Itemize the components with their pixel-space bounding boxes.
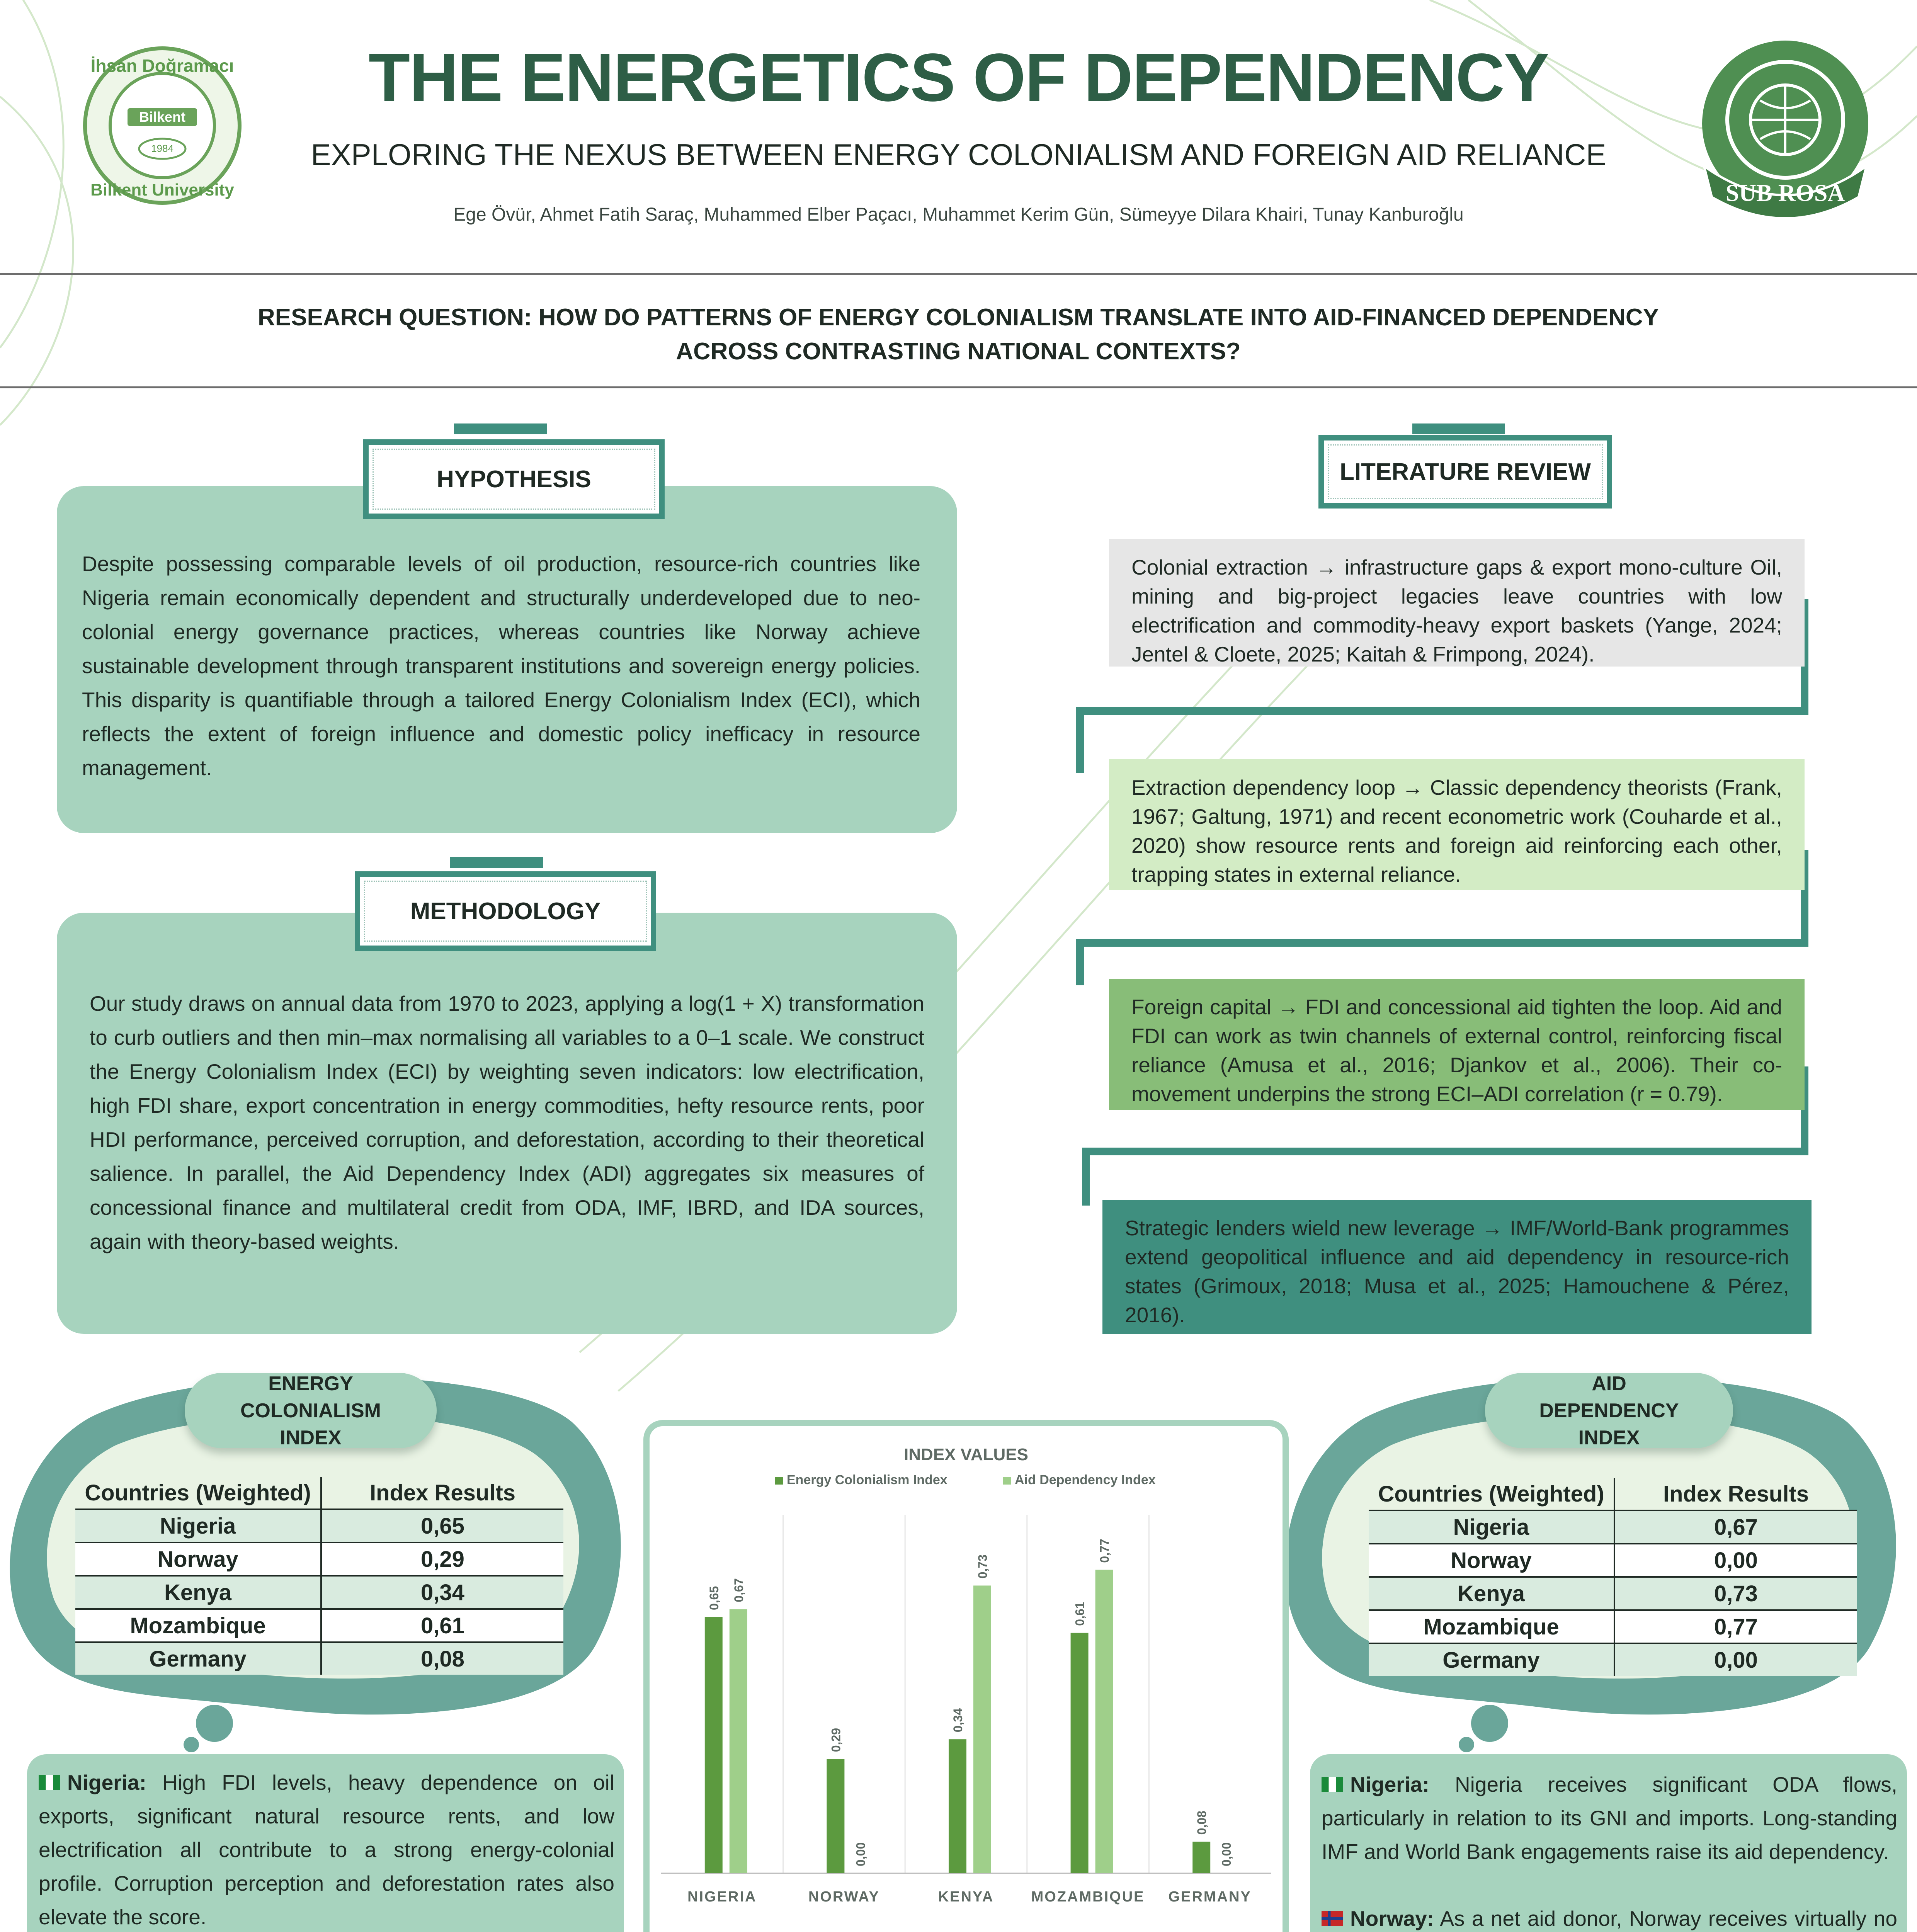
adi-value: 0,00 [1614, 1544, 1857, 1577]
research-divider [0, 386, 1917, 388]
data-label: 0,00 [1220, 1842, 1234, 1866]
bar [730, 1609, 747, 1873]
eci-value: 0,34 [321, 1576, 563, 1609]
adi-country-norway [1322, 1902, 1897, 1932]
eci-country: Nigeria [75, 1509, 321, 1543]
table-row [1369, 1544, 1857, 1577]
category-label: NIGERIA [687, 1889, 757, 1905]
methodology-label: METHODOLOGY [410, 898, 601, 925]
literature-item-4 [1102, 1200, 1812, 1334]
literature-item-4-text: Strategic lenders wield new leverage → IMF/World-Bank programmes extend geopolitical influence and aid dependency in resource-rich states (Grimoux, 2018; Musa et al., 2025; Hamouchene & Pérez, 2016). [1125, 1216, 1789, 1327]
data-label: 0,00 [854, 1842, 868, 1866]
category-label: MOZAMBIQUE [1031, 1889, 1145, 1905]
adi-country: Nigeria [1369, 1510, 1614, 1544]
chart-title: INDEX VALUES [904, 1445, 1028, 1464]
eci-country: Norway [75, 1543, 321, 1576]
page-title: THE ENERGETICS OF DEPENDENCY [368, 40, 1549, 116]
eci-table-label-text: ENERGY COLONIALISM INDEX [240, 1372, 381, 1449]
bar [1192, 1842, 1210, 1873]
eci-value: 0,61 [321, 1609, 563, 1642]
logo-sub-rosa-text: SUB ROSA [1725, 180, 1845, 206]
legend-swatch [1003, 1477, 1011, 1485]
country-text: As a net aid donor, Norway receives virtually no [1440, 1906, 1897, 1930]
adi-value: 0,73 [1614, 1577, 1857, 1610]
eci-value: 0,08 [321, 1642, 563, 1675]
data-label: 0,61 [1073, 1602, 1087, 1626]
hypothesis-label: HYPOTHESIS [437, 466, 591, 493]
nigeria-flag-icon [39, 1775, 60, 1790]
literature-item-2 [1109, 759, 1805, 890]
bar [973, 1585, 991, 1873]
adi-country-list [1322, 1768, 1897, 1932]
adi-country-nigeria [1322, 1768, 1897, 1869]
eci-table-header [75, 1477, 563, 1509]
adi-country: Norway [1369, 1544, 1614, 1577]
literature-item-3-text: Foreign capital → FDI and concessional aid tighten the loop. Aid and FDI can work as twin channels of external control, reinforcing fiscal reliance (Amusa et al., 2016; Djankov et al., 2006). Their co-movement underpins the strong ECI–ADI correlation (r = 0.79). [1131, 995, 1782, 1106]
literature-item-1 [1109, 539, 1805, 667]
methodology-tag-cap [450, 857, 543, 868]
literature-tag [1318, 435, 1612, 509]
data-label: 0,67 [731, 1578, 746, 1602]
logo-year: 1984 [151, 143, 173, 154]
literature-item-1-text: Colonial extraction → infrastructure gaps & export mono-culture Oil, mining and big-project legacies leave countries with low electrification and commodity-heavy export baskets (Yange, 2024; Jentel & Cloete, 2025; Kaitah & Frimpong, 2024). [1131, 555, 1782, 666]
country-text: Nigeria receives significant ODA flows, particularly in relation to its GNI and imports. Long-standing IMF and World Bank engagements raise its aid dependency. [1322, 1772, 1897, 1864]
adi-country-panel [1310, 1754, 1907, 1932]
data-label: 0,65 [707, 1586, 721, 1610]
adi-value: 0,77 [1614, 1610, 1857, 1643]
bar [1095, 1570, 1113, 1873]
legend-label: Aid Dependency Index [1015, 1473, 1156, 1487]
table-row [1369, 1643, 1857, 1676]
adi-country: Mozambique [1369, 1610, 1614, 1643]
data-label: 0,34 [951, 1708, 965, 1733]
nigeria-flag-icon [1322, 1777, 1343, 1792]
eci-country: Germany [75, 1642, 321, 1675]
table-row [75, 1576, 563, 1609]
literature-item-2-text: Extraction dependency loop → Classic dependency theorists (Frank, 1967; Galtung, 1971) and recent econometric work (Couharde et al., 2020) show resource rents and foreign aid reinforcing each other, trapping states in external reliance. [1131, 776, 1782, 886]
bar [827, 1759, 844, 1873]
category-label: GERMANY [1168, 1889, 1252, 1905]
data-label: 0,77 [1097, 1539, 1112, 1563]
bar [705, 1617, 723, 1873]
adi-table-label [1485, 1373, 1733, 1448]
index-values-chart [650, 1426, 1283, 1932]
methodology-tag [355, 871, 656, 951]
legend-label: Energy Colonialism Index [787, 1473, 947, 1487]
methodology-text: Our study draws on annual data from 1970 to 2023, applying a log(1 + X) transformation to curb outliers and then min–max normalising all variables to a 0–1 scale. We construct the Energy Colonialism Index (ECI) by weighting seven indicators: low electrification, high FDI share, export concentration in energy commodities, hefty resource rents, poor HDI performance, perceived corruption, and deforestation, according to their theoretical salience. In parallel, the Aid Dependency Index (ADI) aggregates six measures of concessional finance and multilateral credit from ODA, IMF, IBRD, and IDA sources, again with theory-based weights. [90, 992, 924, 1253]
adi-table-label-text: AID DEPENDENCY INDEX [1539, 1372, 1679, 1449]
eci-value: 0,65 [321, 1509, 563, 1543]
table-row [75, 1509, 563, 1543]
literature-tag-cap [1412, 423, 1505, 434]
legend-swatch [775, 1477, 783, 1485]
table-row [75, 1543, 563, 1576]
page-subtitle: EXPLORING THE NEXUS BETWEEN ENERGY COLONIALISM AND FOREIGN AID RELIANCE [311, 138, 1606, 172]
adi-header-country: Countries (Weighted) [1369, 1478, 1614, 1510]
hypothesis-text: Despite possessing comparable levels of oil production, resource-rich countries like Nigeria remain economically dependent and structurally underdeveloped due to neo-colonial energy governance practices, whereas countries like Norway achieve sustainable development through transparent institutions and sovereign energy policies. This disparity is quantifiable through a tailored Energy Colonialism Index (ECI), which reflects the extent of foreign influence and domestic policy inefficacy in resource management. [82, 552, 920, 780]
data-label: 0,73 [976, 1554, 990, 1579]
country-name: Nigeria: [1350, 1772, 1429, 1796]
adi-table-header [1369, 1478, 1857, 1510]
eci-header-result: Index Results [321, 1477, 563, 1509]
author-list: Ege Övür, Ahmet Fatih Saraç, Muhammed Elber Paçacı, Muhammet Kerim Gün, Sümeyye Dilara Khairi, Tunay Kanburoğlu [453, 204, 1464, 225]
research-question: RESEARCH QUESTION: HOW DO PATTERNS OF ENERGY COLONIALISM TRANSLATE INTO AID-FINANCED DEPENDENCY ACROSS CONTRASTING NATIONAL CONTEXTS? [258, 304, 1659, 365]
eci-country: Kenya [75, 1576, 321, 1609]
table-row [75, 1609, 563, 1642]
adi-country: Germany [1369, 1643, 1614, 1676]
logo-top-text: İhsan Doğramacı [90, 56, 234, 76]
eci-country-nigeria [39, 1766, 614, 1932]
data-label: 0,29 [829, 1728, 843, 1752]
table-row [1369, 1610, 1857, 1643]
category-label: KENYA [938, 1889, 994, 1905]
adi-value: 0,00 [1614, 1643, 1857, 1676]
adi-header-result: Index Results [1614, 1478, 1857, 1510]
logo-center-text: Bilkent [139, 109, 186, 125]
eci-country: Mozambique [75, 1609, 321, 1642]
logo-bottom-text: Bilkent University [90, 180, 234, 199]
country-name: Nigeria: [67, 1770, 146, 1794]
adi-value: 0,67 [1614, 1510, 1857, 1544]
eci-country-list [39, 1766, 614, 1932]
eci-header-country: Countries (Weighted) [75, 1477, 321, 1509]
category-label: NORWAY [808, 1889, 880, 1905]
data-label: 0,08 [1195, 1811, 1209, 1835]
literature-label: LITERATURE REVIEW [1340, 458, 1591, 485]
bar [1071, 1633, 1089, 1873]
eci-table-label [185, 1373, 437, 1448]
country-text: High FDI levels, heavy dependence on oil exports, significant natural resource rents, and low electrification all contribute to a strong energy-colonial profile. Corruption perception and deforestation rates also elevate the score. [39, 1770, 614, 1929]
table-row [75, 1642, 563, 1675]
eci-value: 0,29 [321, 1543, 563, 1576]
literature-item-3 [1109, 979, 1805, 1110]
norway-flag-icon [1322, 1911, 1343, 1926]
hypothesis-tag [363, 439, 665, 519]
header-divider [0, 273, 1917, 275]
eci-table [75, 1477, 563, 1675]
table-row [1369, 1577, 1857, 1610]
adi-table [1369, 1478, 1857, 1676]
adi-country: Kenya [1369, 1577, 1614, 1610]
eci-country-panel [27, 1754, 624, 1932]
hypothesis-tag-cap [454, 423, 547, 434]
country-name: Norway: [1350, 1906, 1434, 1930]
bar [949, 1739, 966, 1873]
table-row [1369, 1510, 1857, 1544]
